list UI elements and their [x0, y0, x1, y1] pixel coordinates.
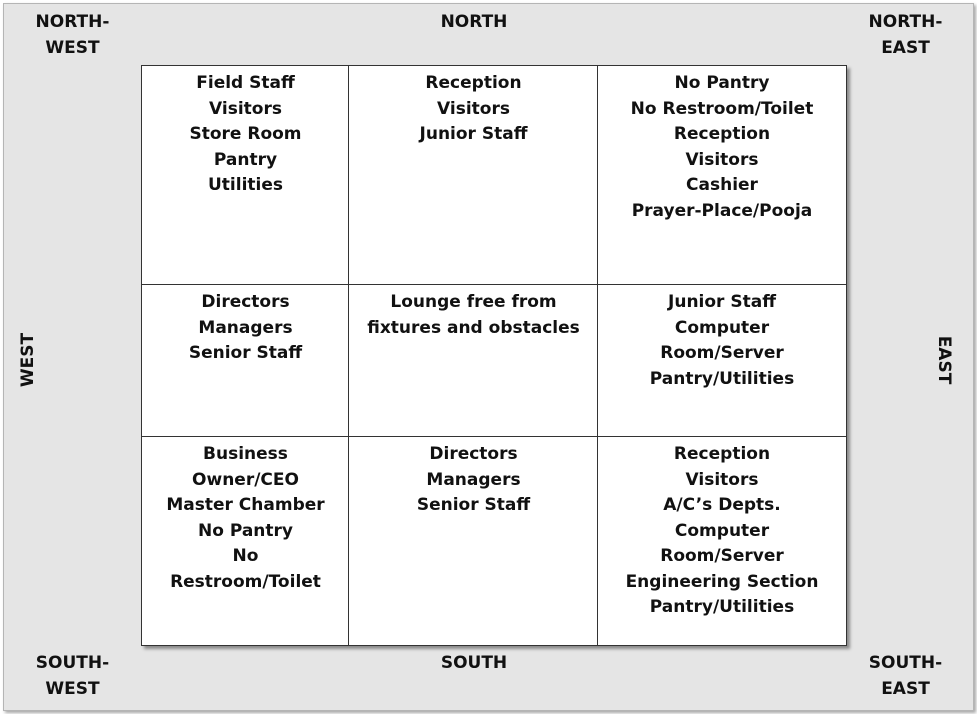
zone-center: Lounge free from fixtures and obstacles — [367, 292, 580, 338]
zone-grid — [141, 65, 847, 646]
zone-west: Directors Managers Senior Staff — [188, 292, 303, 363]
label-north-west: NORTH- WEST — [35, 12, 110, 58]
zone-south-west: Business Owner/CEO Master Chamber No Pantry No Restroom/Toilet — [166, 444, 325, 592]
zone-north-east: No Pantry No Restroom/Toilet Reception Visitors Cashier Prayer-Place/Pooja — [630, 73, 814, 221]
zone-north-west: Field Staff Visitors Store Room Pantry Utilities — [189, 73, 302, 195]
label-north: NORTH — [440, 12, 508, 32]
zone-south-east: Reception Visitors A/C’s Depts. Computer Room/Server Engineering Section Pantry/Utilities — [625, 444, 819, 617]
label-north-east: NORTH- EAST — [868, 12, 943, 58]
zone-east: Junior Staff Computer Room/Server Pantry/Utilities — [649, 292, 795, 389]
label-south-east: SOUTH- EAST — [868, 653, 943, 699]
label-south-west: SOUTH- WEST — [35, 653, 110, 699]
zone-north: Reception Visitors Junior Staff — [419, 73, 528, 144]
label-west: WEST — [18, 332, 38, 388]
zone-south: Directors Managers Senior Staff — [416, 444, 531, 515]
label-south: SOUTH — [440, 653, 508, 673]
label-east: EAST — [934, 335, 954, 385]
